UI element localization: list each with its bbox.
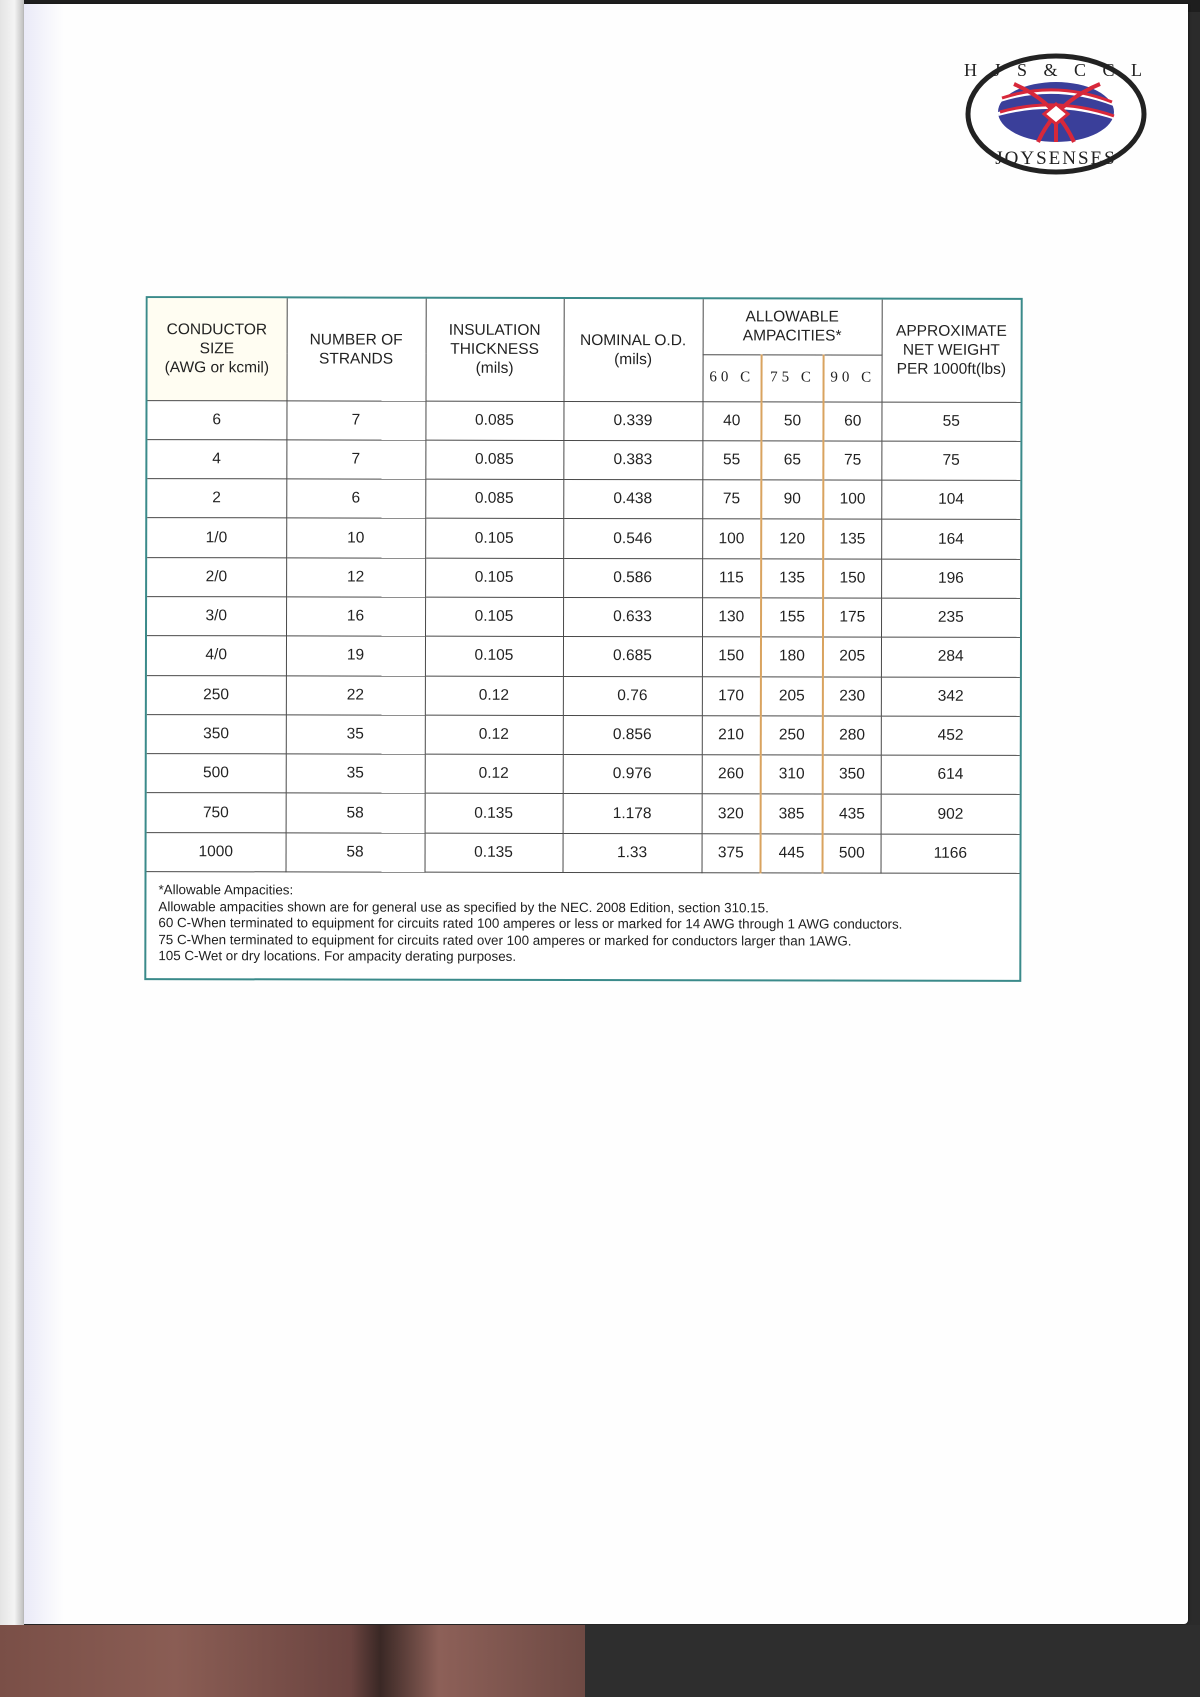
cell-insulation: 0.105	[425, 636, 563, 676]
cell-strands: 6	[286, 479, 425, 519]
cell-weight: 614	[881, 755, 1020, 795]
cell-strands: 58	[286, 793, 425, 833]
header-90c: 90 C	[823, 355, 881, 402]
cell-amp-75c: 65	[761, 441, 823, 480]
cell-amp-75c: 90	[761, 480, 823, 519]
cell-amp-60c: 115	[702, 558, 761, 597]
cell-insulation: 0.105	[425, 558, 563, 598]
cell-amp-90c: 205	[823, 637, 881, 676]
cell-amp-90c: 280	[823, 716, 881, 755]
table-row	[147, 636, 1020, 677]
cell-weight: 452	[881, 716, 1020, 756]
cell-conductor-size: 250	[147, 675, 286, 715]
table-row	[147, 793, 1020, 834]
cell-weight: 164	[881, 520, 1020, 560]
cell-weight: 75	[881, 441, 1020, 481]
header-60c: 60 C	[702, 354, 761, 401]
cell-insulation: 0.12	[425, 715, 563, 755]
cell-amp-90c: 175	[823, 598, 881, 637]
cell-nominal-od: 0.586	[563, 558, 702, 598]
logo-bottom-text: JOYSENSES	[995, 148, 1117, 169]
cell-insulation: 0.085	[425, 401, 563, 441]
cell-amp-75c: 135	[761, 559, 823, 598]
table-body	[147, 400, 1021, 873]
cell-nominal-od: 1.33	[563, 833, 702, 873]
table-row	[147, 754, 1020, 795]
cell-nominal-od: 0.633	[563, 597, 702, 637]
cell-amp-60c: 210	[702, 716, 761, 755]
cell-conductor-size: 6	[147, 400, 286, 440]
cell-nominal-od: 0.976	[563, 755, 702, 795]
notes-line: 75 C-When terminated to equipment for circuits rated over 100 amperes or marked for conductors larger than 1AWG.	[158, 931, 852, 949]
cell-amp-75c: 50	[761, 401, 823, 440]
cell-nominal-od: 0.685	[563, 637, 702, 677]
spec-table-frame	[144, 296, 1022, 982]
cell-strands: 35	[286, 715, 425, 755]
notes-line: 60 C-When terminated to equipment for circuits rated 100 amperes or less or marked for 14 AWG through 1 AWG conductors.	[158, 915, 903, 932]
cell-amp-90c: 230	[823, 677, 881, 716]
cell-insulation: 0.105	[425, 597, 563, 637]
cell-insulation: 0.085	[425, 479, 563, 519]
header-ampacities: ALLOWABLE AMPACITIES*	[703, 299, 882, 354]
table-row	[147, 439, 1020, 480]
notes-line: 105 C-Wet or dry locations. For ampacity derating purposes.	[158, 948, 517, 964]
cell-conductor-size: 750	[147, 793, 286, 833]
cell-amp-60c: 375	[702, 834, 761, 873]
cell-amp-75c: 155	[761, 598, 823, 637]
notes-title: *Allowable Ampacities:	[158, 882, 294, 898]
header-weight: APPROXIMATE NET WEIGHT PER 1000ft(lbs)	[882, 300, 1021, 402]
header-strands: NUMBER OF STRANDS	[286, 298, 425, 400]
dark-surface	[585, 1625, 1200, 1697]
table-row	[147, 714, 1020, 755]
scan-background	[0, 1625, 1200, 1697]
cell-strands: 19	[286, 636, 425, 676]
cell-amp-75c: 385	[761, 794, 823, 833]
cell-nominal-od: 0.546	[563, 519, 702, 559]
table-row	[147, 675, 1020, 716]
cell-amp-90c: 75	[823, 441, 881, 480]
cell-amp-90c: 150	[823, 559, 881, 598]
cell-strands: 12	[286, 558, 425, 598]
header-insulation: INSULATION THICKNESS (mils)	[425, 299, 563, 401]
cell-amp-60c: 100	[702, 519, 761, 558]
cell-conductor-size: 4/0	[147, 636, 286, 676]
cell-amp-90c: 350	[823, 755, 881, 794]
cell-nominal-od: 1.178	[563, 794, 702, 834]
cell-nominal-od: 0.383	[563, 440, 702, 480]
joysenses-logo-icon	[964, 52, 1148, 176]
cell-nominal-od: 0.438	[563, 480, 702, 520]
cell-conductor-size: 1000	[147, 832, 286, 872]
ampacity-notes	[146, 872, 1019, 972]
cell-nominal-od: 0.76	[563, 676, 702, 716]
cell-amp-75c: 310	[761, 755, 823, 794]
cell-amp-60c: 130	[702, 598, 761, 637]
cell-insulation: 0.135	[425, 794, 563, 834]
cell-insulation: 0.085	[425, 440, 563, 480]
book-spine	[0, 0, 24, 1697]
cell-strands: 35	[286, 754, 425, 794]
cell-strands: 22	[286, 675, 425, 715]
header-conductor-size: CONDUCTOR SIZE (AWG or kcmil)	[147, 298, 286, 400]
cell-amp-75c: 180	[761, 637, 823, 676]
table-row	[147, 597, 1020, 638]
table-row	[147, 832, 1020, 873]
cell-nominal-od: 0.856	[563, 715, 702, 755]
cell-weight: 55	[881, 402, 1020, 442]
cell-strands: 7	[286, 440, 425, 480]
cell-amp-75c: 250	[761, 716, 823, 755]
cell-weight: 342	[881, 677, 1020, 717]
cell-weight: 196	[881, 559, 1020, 599]
cell-amp-90c: 435	[823, 794, 881, 833]
cell-amp-75c: 445	[761, 834, 823, 873]
table-row	[147, 557, 1020, 598]
table-row	[147, 479, 1020, 520]
header-row	[148, 298, 1021, 355]
cell-weight: 104	[881, 480, 1020, 520]
cell-weight: 902	[881, 795, 1020, 835]
cell-amp-60c: 260	[702, 755, 761, 794]
cell-conductor-size: 2/0	[147, 557, 286, 597]
cell-insulation: 0.105	[425, 519, 563, 559]
cell-weight: 1166	[881, 834, 1020, 874]
conductor-spec-table	[147, 298, 1021, 874]
cell-amp-90c: 500	[823, 834, 881, 873]
cell-amp-90c: 135	[823, 519, 881, 558]
hand-photo	[0, 1625, 585, 1697]
cell-conductor-size: 3/0	[147, 597, 286, 637]
cell-strands: 7	[286, 400, 425, 440]
cell-conductor-size: 1/0	[147, 518, 286, 558]
cell-amp-90c: 100	[823, 480, 881, 519]
cell-amp-60c: 55	[702, 441, 761, 480]
cell-amp-90c: 60	[823, 402, 881, 441]
cell-amp-60c: 75	[702, 480, 761, 519]
cell-conductor-size: 4	[147, 439, 286, 479]
cell-amp-75c: 205	[761, 676, 823, 715]
cell-strands: 58	[286, 833, 425, 873]
cell-weight: 284	[881, 637, 1020, 677]
cell-insulation: 0.12	[425, 676, 563, 716]
header-75c: 75 C	[761, 354, 823, 401]
table-row	[147, 518, 1020, 559]
cell-insulation: 0.135	[425, 833, 563, 873]
cell-strands: 10	[286, 518, 425, 558]
cell-amp-60c: 150	[702, 637, 761, 676]
cell-amp-60c: 40	[702, 401, 761, 440]
header-nominal-od: NOMINAL O.D. (mils)	[563, 299, 702, 401]
cell-strands: 16	[286, 597, 425, 637]
company-logo	[964, 52, 1148, 176]
table-row	[147, 400, 1020, 441]
cell-amp-60c: 170	[702, 676, 761, 715]
cell-conductor-size: 2	[147, 479, 286, 519]
cell-insulation: 0.12	[425, 754, 563, 794]
cell-conductor-size: 500	[147, 754, 286, 794]
cell-amp-75c: 120	[761, 519, 823, 558]
cell-weight: 235	[881, 598, 1020, 638]
cell-conductor-size: 350	[147, 714, 286, 754]
cell-nominal-od: 0.339	[563, 401, 702, 441]
cell-amp-60c: 320	[702, 794, 761, 833]
logo-top-text: H J S & C C L	[964, 60, 1148, 80]
notes-line: Allowable ampacities shown are for general use as specified by the NEC. 2008 Edition, section 310.15.	[158, 898, 769, 915]
